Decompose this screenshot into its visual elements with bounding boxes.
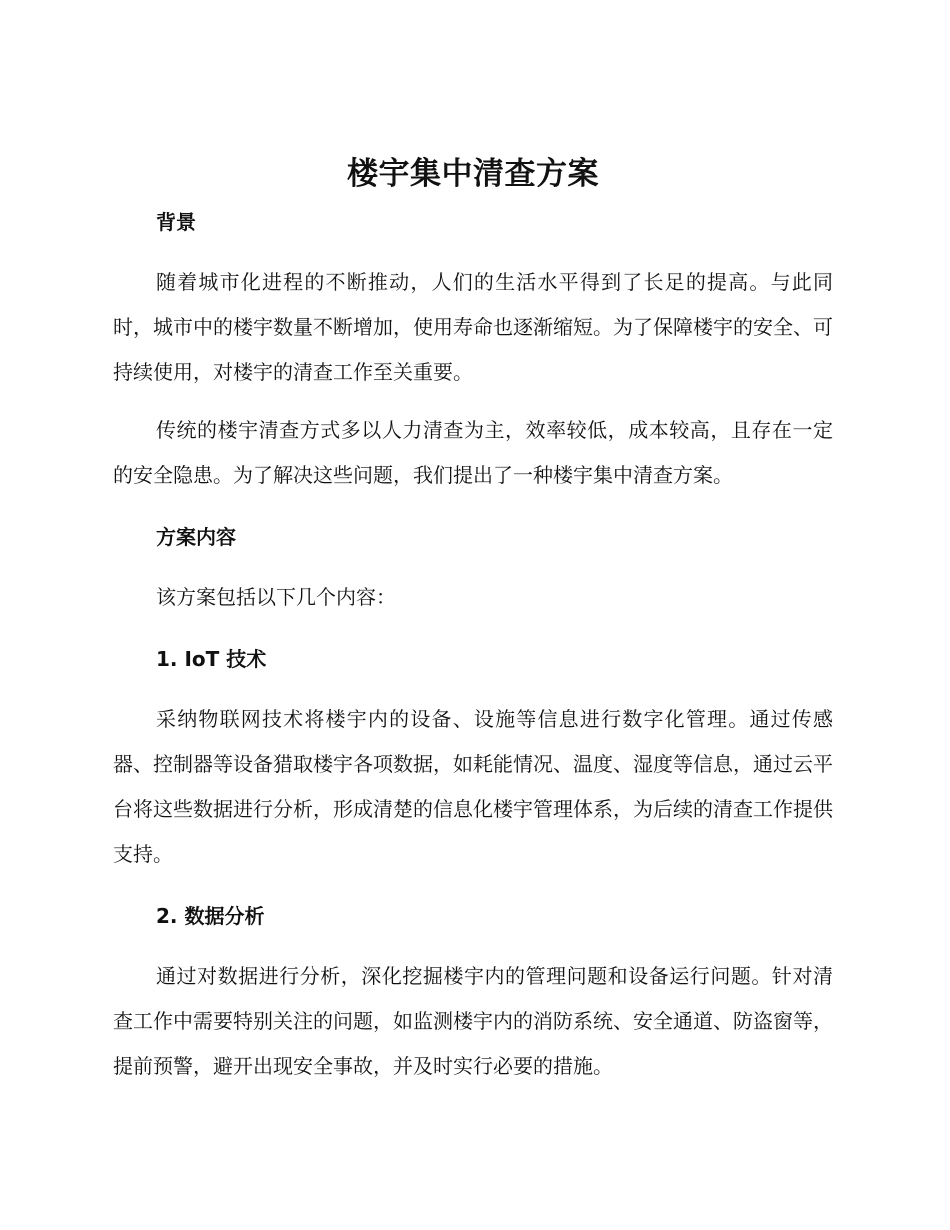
section-heading-content: 方案内容	[156, 525, 236, 549]
paragraph-background-2: 传统的楼宇清查方式多以人力清查为主，效率较低，成本较高，且存在一定的安全隐患。为了解决这些问题，我们提出了一种楼宇集中清查方案。	[113, 418, 833, 487]
document-page	[113, 150, 833, 1089]
paragraph-analysis-1: 通过对数据进行分析，深化挖掘楼宇内的管理问题和设备运行问题。针对清查工作中需要特别关注的问题，如监测楼宇内的消防系统、安全通道、防盗窗等，提前预警，避开出现安全事故，并及时实行必要的措施。	[113, 964, 833, 1078]
paragraph-background-1: 随着城市化进程的不断推动，人们的生活水平得到了长足的提高。与此同时，城市中的楼宇数量不断增加，使用寿命也逐渐缩短。为了保障楼宇的安全、可持续使用，对楼宇的清查工作至关重要。	[113, 270, 833, 384]
document-title: 楼宇集中清查方案	[347, 156, 599, 192]
section-iot	[113, 645, 833, 877]
paragraph-content-intro: 该方案包括以下几个内容：	[156, 585, 396, 609]
section-analysis	[113, 902, 833, 1089]
section-heading-iot: 1. IoT 技术	[156, 647, 267, 671]
section-background	[113, 208, 833, 498]
section-heading-analysis: 2. 数据分析	[156, 904, 265, 928]
paragraph-iot-1: 采纳物联网技术将楼宇内的设备、设施等信息进行数字化管理。通过传感器、控制器等设备猎取楼宇各项数据，如耗能情况、温度、湿度等信息，通过云平台将这些数据进行分析，形成清楚的信息化楼宇管理体系，为后续的清查工作提供支持。	[113, 707, 833, 866]
section-content	[113, 523, 833, 620]
section-heading-background: 背景	[156, 210, 196, 234]
